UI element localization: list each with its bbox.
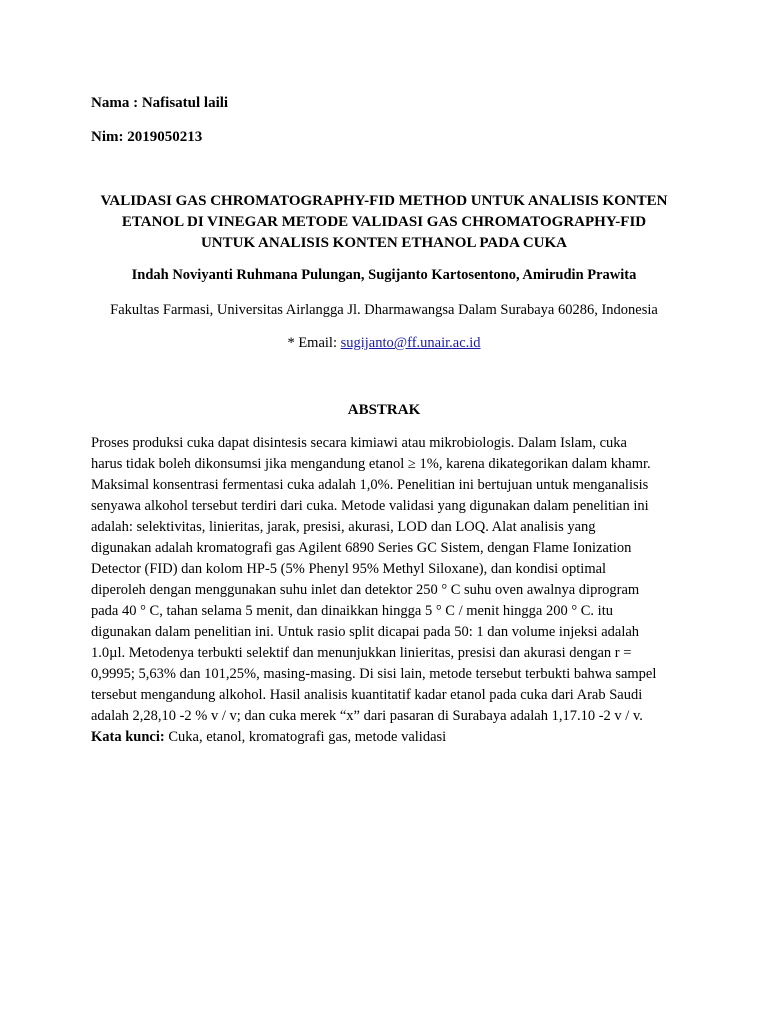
abstract-line: senyawa alkohol tersebut terdiri dari cuka. Metode validasi yang digunakan dalam penelitian ini xyxy=(91,498,649,514)
abstract-line: 1.0µl. Metodenya terbukti selektif dan menunjukkan linieritas, presisi dan akurasi dengan r = xyxy=(91,645,632,661)
abstract-body xyxy=(91,433,691,748)
email-prefix: * Email: xyxy=(287,335,341,351)
abstract-line: digunakan dalam penelitian ini. Untuk rasio split dicapai pada 50: 1 dan volume injeksi adalah xyxy=(91,624,640,640)
keywords-label: Kata kunci: xyxy=(91,729,165,745)
abstract-line: harus tidak boleh dikonsumsi jika mengandung etanol ≥ 1%, karena dikategorikan dalam khamr. xyxy=(91,456,651,472)
abstract-line: pada 40 ° C, tahan selama 5 menit, dan dinaikkan hingga 5 ° C / menit hingga 200 ° C. itu xyxy=(91,603,613,619)
keywords-line xyxy=(91,727,691,748)
abstract-heading: ABSTRAK xyxy=(347,402,421,418)
paper-authors: Indah Noviyanti Ruhmana Pulungan, Sugijanto Kartosentono, Amirudin Prawita xyxy=(131,267,637,283)
email-line xyxy=(60,334,708,352)
abstract-line: Maksimal konsentrasi fermentasi cuka adalah 1,0%. Penelitian ini bertujuan untuk menganalisis xyxy=(91,477,649,493)
paper-title-line: UNTUK ANALISIS KONTEN ETHANOL PADA CUKA xyxy=(200,235,568,251)
paper-title-line: VALIDASI GAS CHROMATOGRAPHY-FID METHOD UNTUK ANALISIS KONTEN xyxy=(100,193,668,209)
abstract-line: adalah: selektivitas, linieritas, jarak, presisi, akurasi, LOD dan LOQ. Alat analisis yang xyxy=(91,519,596,535)
abstract-line: Proses produksi cuka dapat disintesis secara kimiawi atau mikrobiologis. Dalam Islam, cuka xyxy=(91,435,627,451)
abstract-line: digunakan adalah kromatografi gas Agilent 6890 Series GC Sistem, dengan Flame Ionization xyxy=(91,540,632,556)
paper-title xyxy=(60,191,708,254)
abstract-line: Detector (FID) dan kolom HP-5 (5% Phenyl 95% Methyl Siloxane), dan kondisi optimal xyxy=(91,561,607,577)
keywords-text: Cuka, etanol, kromatografi gas, metode validasi xyxy=(164,729,447,745)
paper-affiliation: Fakultas Farmasi, Universitas Airlangga Jl. Dharmawangsa Dalam Surabaya 60286, Indonesia xyxy=(110,302,658,318)
student-nim: Nim: 2019050213 xyxy=(91,129,203,145)
email-link[interactable]: sugijanto@ff.unair.ac.id xyxy=(340,335,481,351)
abstract-line: adalah 2,28,10 -2 % v / v; dan cuka merek “x” dari pasaran di Surabaya adalah 1,17.10 -2 v / v. xyxy=(91,708,643,724)
abstract-line: tersebut mengandung alkohol. Hasil analisis kuantitatif kadar etanol pada cuka dari Arab Saudi xyxy=(91,687,643,703)
paper-title-line: ETANOL DI VINEGAR METODE VALIDASI GAS CHROMATOGRAPHY-FID xyxy=(121,214,647,230)
abstract-line: 0,9995; 5,63% dan 101,25%, masing-masing. Di sisi lain, metode tersebut terbukti bahwa sampel xyxy=(91,666,657,682)
abstract-line: diperoleh dengan menggunakan suhu inlet dan detektor 250 ° C suhu oven awalnya diprogram xyxy=(91,582,640,598)
student-name: Nama : Nafisatul laili xyxy=(91,95,229,111)
